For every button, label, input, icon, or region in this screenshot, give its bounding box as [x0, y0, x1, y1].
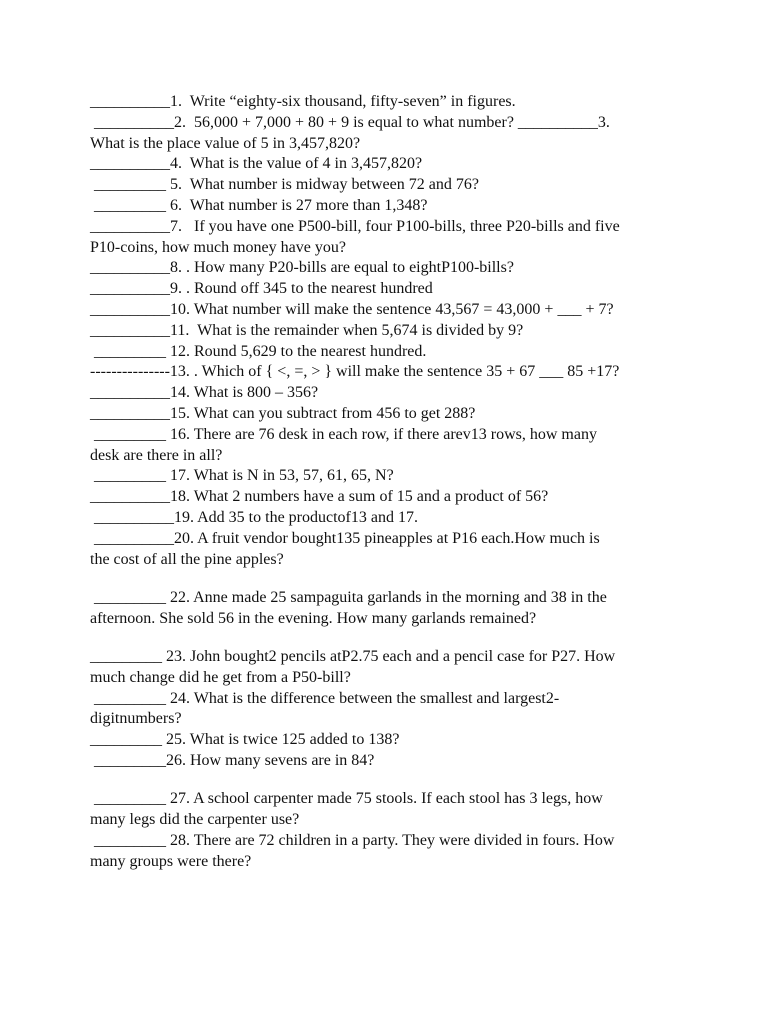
text-line: __________15. What can you subtract from 456 to get 288? [90, 404, 476, 422]
text-line: __________7. If you have one P500-bill, four P100-bills, three P20-bills and five [90, 217, 620, 235]
text-line: __________11. What is the remainder when 5,674 is divided by 9? [90, 321, 524, 339]
text-line: ---------------13. . Which of { <, =, > } will make the sentence 35 + 67 ___ 85 +17? [90, 363, 620, 381]
text-line: many groups were there? [90, 852, 252, 870]
text-line: _________ 12. Round 5,629 to the nearest hundred. [90, 342, 427, 360]
text-line: _________26. How many sevens are in 84? [90, 751, 375, 769]
text-line: __________18. What 2 numbers have a sum of 15 and a product of 56? [90, 488, 549, 506]
text-line: the cost of all the pine apples? [90, 550, 284, 568]
text-line: _________ 5. What number is midway between 72 and 76? [90, 176, 479, 194]
text-line: _________ 16. There are 76 desk in each row, if there arev13 rows, how many [90, 425, 597, 443]
blank-line [90, 772, 690, 790]
worksheet-document [90, 92, 690, 872]
text-line: P10-coins, how much money have you? [90, 238, 346, 256]
text-line: __________19. Add 35 to the productof13 and 17. [90, 508, 418, 526]
text-line: What is the place value of 5 in 3,457,820? [90, 134, 361, 152]
text-line: _________ 25. What is twice 125 added to 138? [90, 731, 400, 749]
text-line: _________ 23. John bought2 pencils atP2.75 each and a pencil case for P27. How [90, 647, 616, 665]
text-line: __________1. Write “eighty-six thousand, fifty-seven” in figures. [90, 93, 516, 110]
text-line: __________4. What is the value of 4 in 3,457,820? [90, 155, 423, 173]
text-line: _________ 27. A school carpenter made 75 stools. If each stool has 3 legs, how [90, 790, 603, 808]
text-line: __________2. 56,000 + 7,000 + 80 + 9 is equal to what number? __________3. [90, 113, 610, 131]
text-line: __________14. What is 800 – 356? [90, 384, 319, 402]
text-line: __________8. . How many P20-bills are equal to eightP100-bills? [90, 259, 514, 277]
text-line: many legs did the carpenter use? [90, 811, 300, 828]
text-line: __________9. . Round off 345 to the nearest hundred [90, 280, 433, 298]
text-line: desk are there in all? [90, 446, 223, 464]
text-line: much change did he get from a P50-bill? [90, 668, 351, 686]
text-line: _________ 6. What number is 27 more than 1,348? [90, 196, 428, 214]
blank-line [90, 570, 690, 588]
text-line: _________ 28. There are 72 children in a party. They were divided in fours. How [90, 831, 615, 849]
text-line: digitnumbers? [90, 710, 182, 728]
text-line: _________ 17. What is N in 53, 57, 61, 65, N? [90, 467, 394, 485]
text-line: __________10. What number will make the sentence 43,567 = 43,000 + ___ + 7? [90, 300, 614, 318]
text-line: _________ 22. Anne made 25 sampaguita garlands in the morning and 38 in the [90, 588, 607, 606]
text-line: _________ 24. What is the difference between the smallest and largest2- [90, 689, 560, 707]
text-line: afternoon. She sold 56 in the evening. How many garlands remained? [90, 609, 537, 627]
blank-line [90, 629, 690, 647]
text-line: __________20. A fruit vendor bought135 pineapples at P16 each.How much is [90, 529, 600, 547]
